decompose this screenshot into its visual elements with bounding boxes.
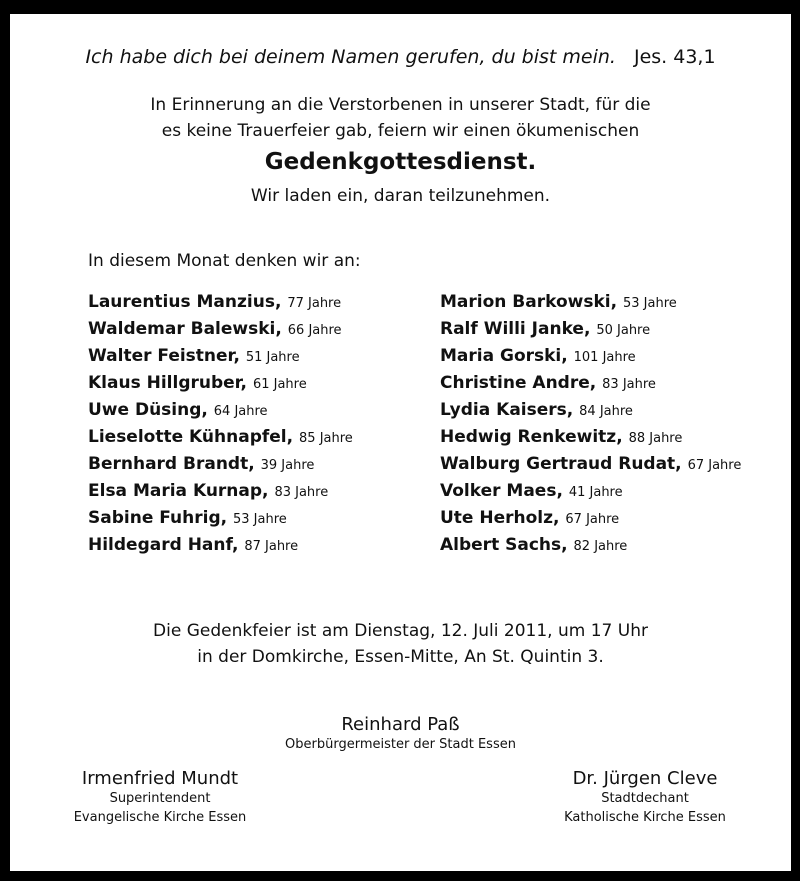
signatory-title: Superintendent bbox=[109, 791, 211, 806]
signatory-name: Irmenfried Mundt bbox=[81, 768, 239, 789]
list-item: Hildegard Hanf, 87 Jahre bbox=[88, 535, 299, 555]
bible-verse bbox=[10, 46, 791, 68]
list-item: Klaus Hillgruber, 61 Jahre bbox=[88, 373, 307, 393]
list-item: Walburg Gertraud Rudat, 67 Jahre bbox=[440, 454, 742, 474]
list-item: Volker Maes, 41 Jahre bbox=[440, 481, 623, 501]
event-line-1: Die Gedenkfeier ist am Dienstag, 12. Juli 2011, um 17 Uhr bbox=[153, 621, 648, 641]
list-item: Walter Feistner, 51 Jahre bbox=[88, 346, 300, 366]
list-item: Elsa Maria Kurnap, 83 Jahre bbox=[88, 481, 329, 501]
signatory-dean bbox=[530, 768, 760, 827]
names-list-right bbox=[440, 289, 741, 559]
list-item: Waldemar Balewski, 66 Jahre bbox=[88, 319, 342, 339]
list-item: Ralf Willi Janke, 50 Jahre bbox=[440, 319, 651, 339]
list-item: Lydia Kaisers, 84 Jahre bbox=[440, 400, 633, 420]
event-details bbox=[10, 618, 791, 670]
list-item: Bernhard Brandt, 39 Jahre bbox=[88, 454, 315, 474]
signatory-title: Stadtdechant bbox=[601, 791, 689, 806]
signatory-title: Oberbürgermeister der Stadt Essen bbox=[285, 737, 516, 752]
signatory-name: Reinhard Paß bbox=[341, 714, 460, 735]
list-item: Uwe Düsing, 64 Jahre bbox=[88, 400, 268, 420]
list-item: Marion Barkowski, 53 Jahre bbox=[440, 292, 677, 312]
month-intro: In diesem Monat denken wir an: bbox=[88, 251, 361, 271]
verse-reference: Jes. 43,1 bbox=[633, 46, 716, 68]
list-item: Laurentius Manzius, 77 Jahre bbox=[88, 292, 342, 312]
signatory-organization: Katholische Kirche Essen bbox=[564, 810, 726, 825]
signatory-superintendent bbox=[50, 768, 270, 827]
list-item: Sabine Fuhrig, 53 Jahre bbox=[88, 508, 287, 528]
notice-heading: Gedenkgottesdienst. bbox=[264, 149, 537, 175]
list-item: Lieselotte Kühnapfel, 85 Jahre bbox=[88, 427, 353, 447]
signatory-mayor bbox=[10, 714, 791, 754]
invitation-text: Wir laden ein, daran teilzunehmen. bbox=[250, 186, 551, 206]
list-item: Maria Gorski, 101 Jahre bbox=[440, 346, 636, 366]
event-line-2: in der Domkirche, Essen-Mitte, An St. Quintin 3. bbox=[197, 647, 604, 667]
signatory-name: Dr. Jürgen Cleve bbox=[572, 768, 718, 789]
list-item: Christine Andre, 83 Jahre bbox=[440, 373, 656, 393]
names-list-left bbox=[88, 289, 353, 559]
signatory-organization: Evangelische Kirche Essen bbox=[73, 810, 247, 825]
intro-line-1: In Erinnerung an die Verstorbenen in unserer Stadt, für die bbox=[150, 95, 651, 115]
verse-quote: Ich habe dich bei deinem Namen gerufen, du bist mein. bbox=[85, 46, 616, 68]
list-item: Albert Sachs, 82 Jahre bbox=[440, 535, 628, 555]
list-item: Ute Herholz, 67 Jahre bbox=[440, 508, 620, 528]
list-item: Hedwig Renkewitz, 88 Jahre bbox=[440, 427, 683, 447]
intro-text bbox=[10, 92, 791, 144]
intro-line-2: es keine Trauerfeier gab, feiern wir einen ökumenischen bbox=[161, 121, 640, 141]
